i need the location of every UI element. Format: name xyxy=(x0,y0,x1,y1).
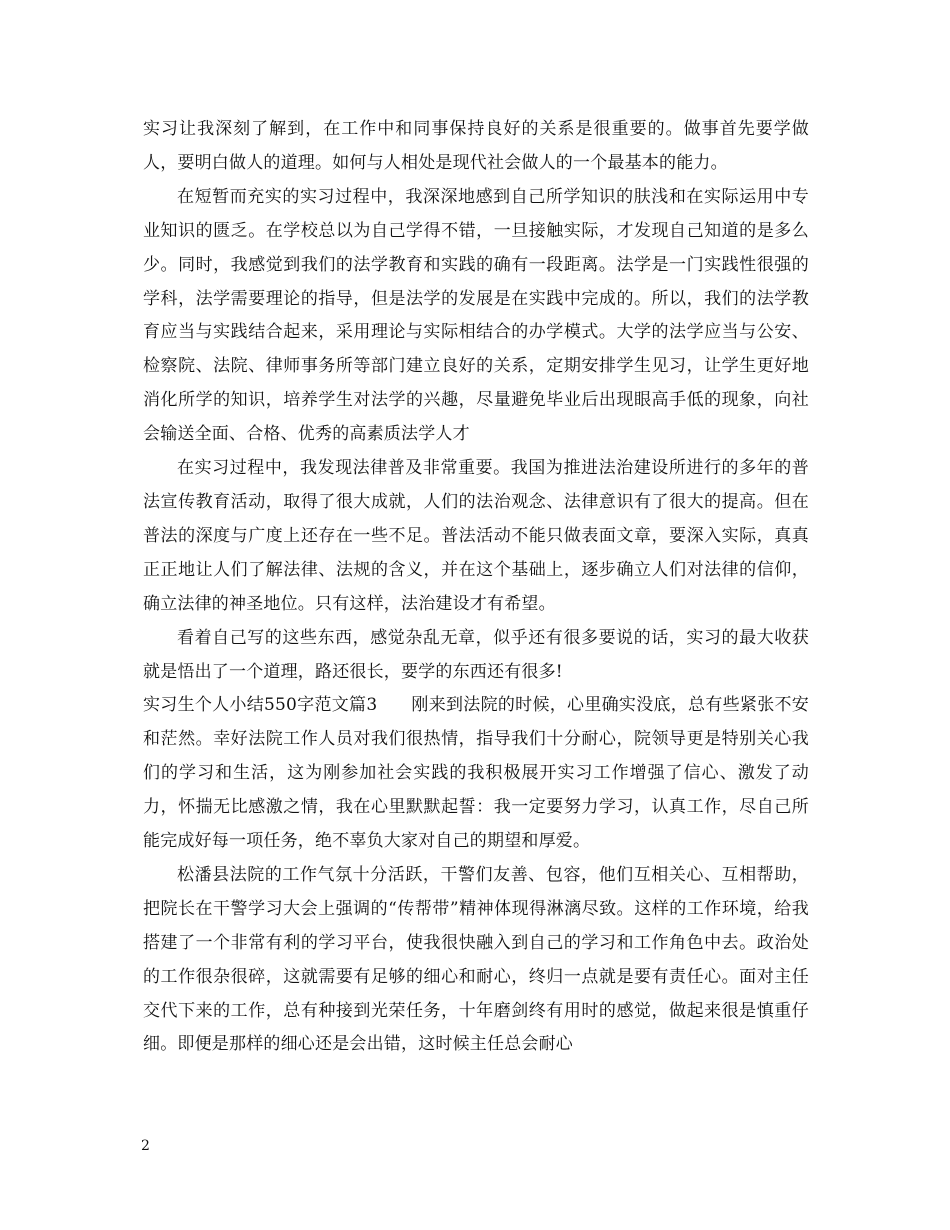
paragraph-law-popularization: 在实习过程中，我发现法律普及非常重要。我国为推进法治建设所进行的多年的普法宣传教育活动，取得了很大成就，人们的法治观念、法律意识有了很大的提高。但在普法的深度与广度上还存在一些不足。普法活动不能只做表面文章，要深入实际，真真正正地让人们了解法律、法规的含义，并在这个基础上，逐步确立人们对法律的信仰，确立法律的神圣地位。只有这样，法治建设才有希望。 xyxy=(143,458,809,614)
paragraph-court-atmosphere: 松潘县法院的工作气氛十分活跃，干警们友善、包容，他们互相关心、互相帮助，把院长在干警学习大会上强调的“传帮带”精神体现得淋漓尽致。这样的工作环境，给我搭建了一个非常有利的学习平台，使我很快融入到自己的学习和工作角色中去。政治处的工作很杂很碎，这就需要有足够的细心和耐心，终归一点就是要有责任心。面对主任交代下来的工作，总有种接到光荣任务，十年磨剑终有用时的感觉，做起来很是慎重仔细。即便是那样的细心还是会出错，这时候主任总会耐心 xyxy=(143,864,809,1055)
paragraph-knowledge-gap: 在短暂而充实的实习过程中，我深深地感到自己所学知识的肤浅和在实际运用中专业知识的匮乏。在学校总以为自己学得不错，一旦接触实际，才发现自己知道的是多么少。同时，我感觉到我们的法学教育和实践的确有一段距离。法学是一门实践性很强的学科，法学需要理论的指导，但是法学的发展是在实践中完成的。所以，我们的法学教育应当与实践结合起来，采用理论与实际相结合的办学模式。大学的法学应当与公安、检察院、法院、律师事务所等部门建立良好的关系，定期安排学生见习，让学生更好地消化所学的知识，培养学生对法学的兴趣，尽量避免毕业后出现眼高手低的现象，向社会输送全面、合格、优秀的高素质法学人才 xyxy=(143,186,809,445)
paragraph-arrival: 刚来到法院的时候，心里确实没底，总有些紧张不安和茫然。幸好法院工作人员对我们很热情，指导我们十分耐心，院领导更是特别关心我们的学习和生活，这为刚参加社会实践的我积极展开实习工作增强了信心、激发了动力，怀揣无比感激之情，我在心里默默起誓：我一定要努力学习，认真工作，尽自己所能完成好每一项任务，绝不辜负大家对自己的期望和厚爱。 xyxy=(143,695,809,852)
paragraph-section-heading xyxy=(143,689,809,859)
document-body xyxy=(143,113,809,1062)
page-number: 2 xyxy=(141,1138,150,1154)
paragraph-relationships: 实习让我深刻了解到，在工作中和同事保持良好的关系是很重要的。做事首先要学做人，要明白做人的道理。如何与人相处是现代社会做人的一个最基本的能力。 xyxy=(143,119,809,173)
paragraph-reflection: 看着自己写的这些东西，感觉杂乱无章，似乎还有很多要说的话，实习的最大收获就是悟出了一个道理，路还很长，要学的东西还有很多! xyxy=(143,627,809,682)
section-heading: 实习生个人小结550字范文篇3 xyxy=(143,695,378,716)
